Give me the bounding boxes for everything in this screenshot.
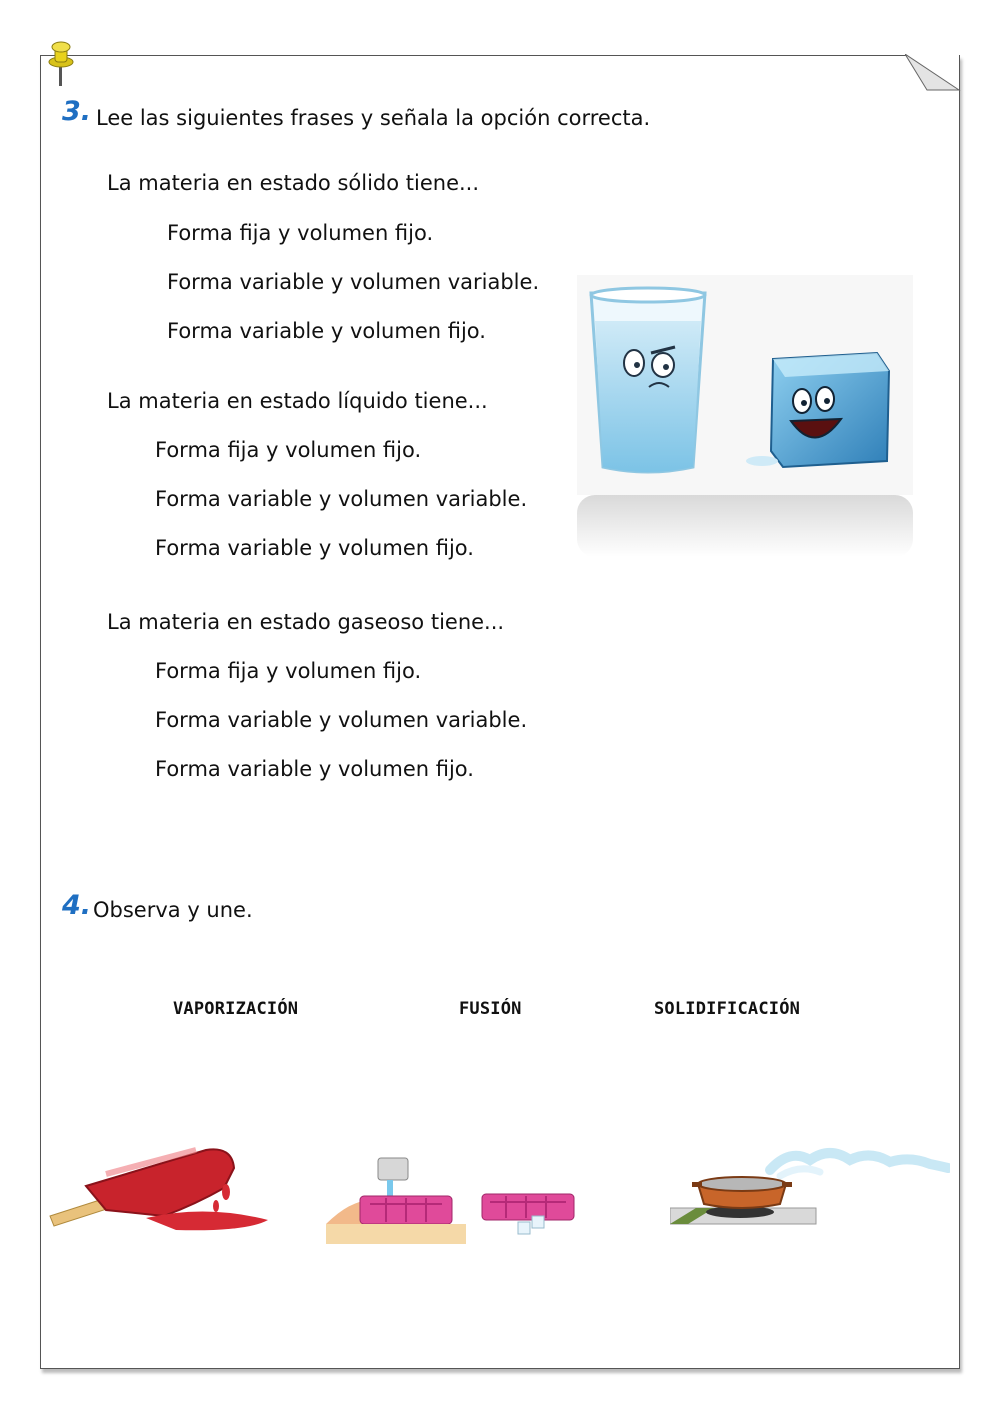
folded-corner-icon — [905, 54, 961, 94]
label-fusion[interactable]: FUSIÓN — [459, 999, 522, 1019]
pushpin-icon — [44, 38, 78, 88]
liquid-option-3[interactable]: Forma variable y volumen fijo. — [155, 536, 474, 560]
melting-popsicle-image[interactable] — [46, 1144, 276, 1234]
solid-option-2[interactable]: Forma variable y volumen variable. — [167, 270, 540, 294]
water-glass-ice-cube-image — [577, 275, 913, 557]
gas-option-1[interactable]: Forma fija y volumen fijo. — [155, 659, 422, 683]
liquid-option-2[interactable]: Forma variable y volumen variable. — [155, 487, 528, 511]
solid-prompt: La materia en estado sólido tiene... — [107, 171, 480, 195]
liquid-option-1[interactable]: Forma fija y volumen fijo. — [155, 438, 422, 462]
solid-option-3[interactable]: Forma variable y volumen fijo. — [167, 319, 486, 343]
label-vaporizacion[interactable]: VAPORIZACIÓN — [173, 999, 299, 1019]
gas-option-2[interactable]: Forma variable y volumen variable. — [155, 708, 528, 732]
solid-option-1[interactable]: Forma fija y volumen fijo. — [167, 221, 434, 245]
boiling-pot-image[interactable] — [670, 1146, 950, 1228]
gas-option-3[interactable]: Forma variable y volumen fijo. — [155, 757, 474, 781]
ice-tray-image[interactable] — [326, 1154, 576, 1246]
question-4-instruction: Observa y une. — [93, 898, 253, 922]
liquid-prompt: La materia en estado líquido tiene... — [107, 389, 488, 413]
question-3-number: 3. — [62, 96, 92, 127]
gas-prompt: La materia en estado gaseoso tiene... — [107, 610, 505, 634]
question-4-number: 4. — [62, 890, 92, 921]
question-3-instruction: Lee las siguientes frases y señala la opción correcta. — [96, 106, 651, 130]
label-solidificacion[interactable]: SOLIDIFICACIÓN — [654, 999, 801, 1019]
